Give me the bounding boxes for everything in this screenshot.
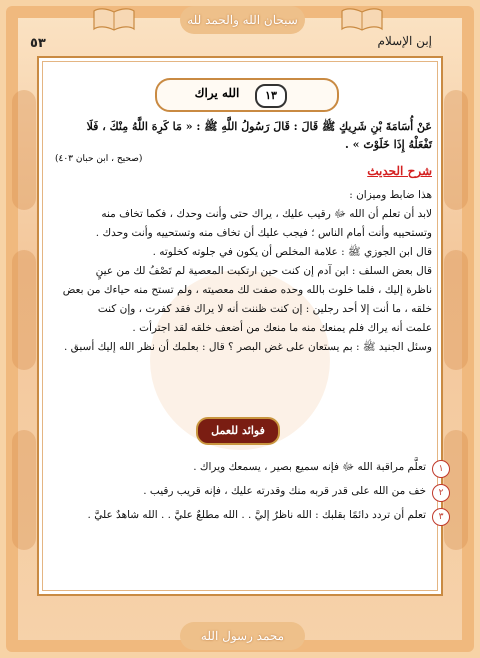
open-book-icon [92, 6, 136, 32]
hadith-line-1: عَنْ أُسَامَةَ بْنِ شَرِيكٍ ﷺ قَالَ : قَالَ رَسُولُ اللَّهِ ﷺ : « مَا كَرِهَ اللَّهُ مِنْكَ ، فَلَا [86, 120, 432, 133]
item-number-badge: ١ [432, 460, 450, 478]
right-ornament-top [444, 90, 468, 210]
open-book-icon [340, 6, 384, 32]
explanation-line: قال بعض السلف : ابن آدم إن كنت حين ارتكبت المعصية لم تَصْفُ لك من عينٍ [95, 265, 432, 277]
explanation-line: هذا ضابط وميزان : [349, 189, 432, 201]
hadith-source: (صحيح ، ابن حبان ٤٠٣) [55, 154, 143, 164]
left-ornament-middle [12, 250, 36, 370]
book-title: إبن الإسلام [377, 34, 432, 48]
left-ornament-top [12, 90, 36, 210]
explanation-line: ناظرة إليك ، فلما خلوت بالله وحده صفت لك معصيته ، ولم تستح منه حياءك من بعض [62, 284, 432, 296]
fawaid-heading: فوائد للعمل [196, 417, 280, 445]
bottom-calligraphy-banner: محمد رسول الله [180, 622, 305, 650]
fawaid-item: تعلم أن تردد دائمًا بقلبك : الله ناظرٌ إليَّ . . الله مطلعٌ عليَّ . . الله شاهدٌ عليَّ . [87, 509, 426, 521]
left-ornament-bottom [12, 430, 36, 550]
section-heading: شرح الحديث [367, 164, 432, 178]
lesson-title: الله يراك [194, 86, 240, 100]
right-ornament-middle [444, 250, 468, 370]
explanation-line: قال ابن الجوزي ﷺ : علامة المخلص أن يكون في جلوته كخلوته . [152, 246, 432, 258]
page-number: ٥٣ [30, 36, 46, 51]
lesson-number: ١٣ [255, 84, 287, 108]
item-number-badge: ٢ [432, 484, 450, 502]
top-calligraphy-banner: سبحان الله والحمد لله [180, 6, 305, 34]
explanation-line: لابد أن تعلم أن الله ﷻ رقيب عليك ، يراك حتى وأنت وحدك ، فكما تخاف منه [101, 208, 432, 220]
fawaid-item: خف من الله على قدر قربه منك وقدرته عليك ، فإنه قريب رقيب . [143, 485, 426, 497]
explanation-line: وسئل الجنيد ﷺ : بم يستعان على غض البصر ؟ قال : بعلمك أن نظر الله إليك أسبق . [63, 341, 432, 353]
hadith-line-2: تَفْعَلْهُ إِذَا خَلَوْتَ » . [345, 138, 432, 151]
explanation-line: علمت أنه يراك فلم يمنعك منه ما منعك من أضعف خلقه لقد اجترأت . [132, 322, 432, 334]
explanation-line: خلقه ، ما أنت إلا أحد رجلين : إن كنت ظننت أنه لا يراك فقد كفرت ، وإن كنت [97, 303, 432, 315]
fawaid-item: تعلَّم مراقبة الله ﷻ فإنه سميع بصير ، يسمعك ويراك . [193, 461, 426, 473]
item-number-badge: ٣ [432, 508, 450, 526]
explanation-line: وتستحييه وأنت أمام الناس ؛ فيجب عليك أن تخاف منه وتستحييه وأنت وحدك . [95, 227, 432, 239]
